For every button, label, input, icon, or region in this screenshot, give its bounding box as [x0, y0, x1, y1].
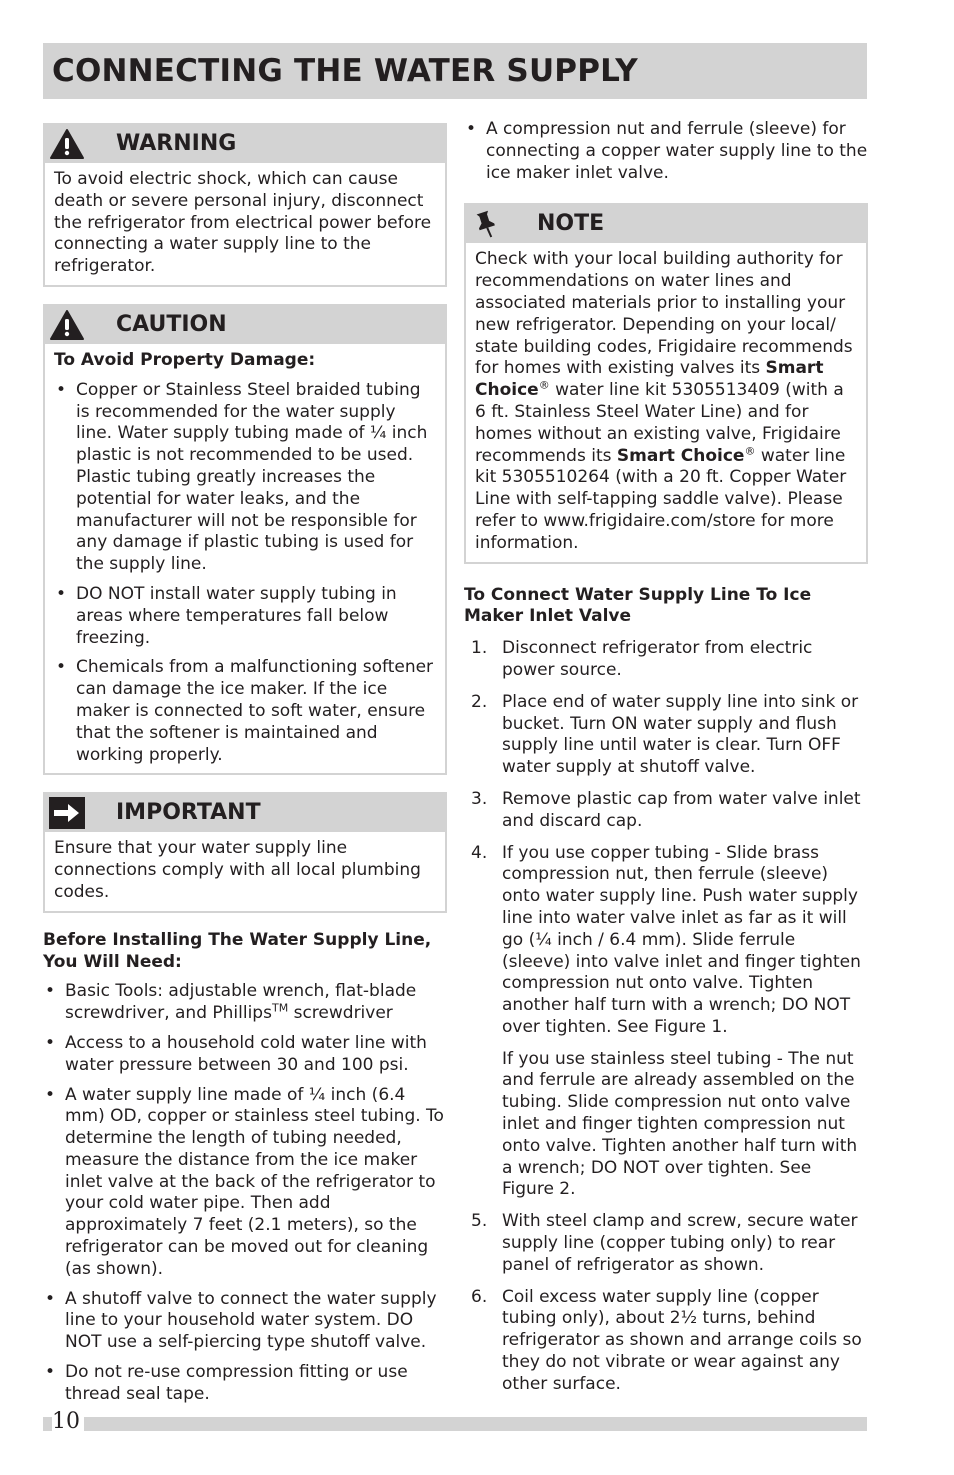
right-column	[464, 119, 868, 1406]
warning-label: WARNING	[116, 131, 237, 156]
page-title: CONNECTING THE WATER SUPPLY	[52, 53, 638, 89]
note-text-1: Check with your local building authority for recommendations on water lines and associated materials prior to installing your new refrigerator. Depending on your local/ state building codes, Frigidaire recommends for homes with existing valves its	[475, 249, 853, 379]
step-number: 4.	[471, 842, 488, 863]
caution-header	[45, 306, 445, 344]
step-text: With steel clamp and screw, secure water supply line (copper tubing only) to rear panel of refrigerator as shown.	[502, 1211, 858, 1275]
list-item: • A shutoff valve to connect the water supply line to your household water system. DO NOT use a self-piercing type shutoff valve.	[43, 1289, 447, 1354]
step-number: 6.	[471, 1286, 488, 1307]
list-item: • Access to a household cold water line with water pressure between 30 and 100 psi.	[43, 1033, 447, 1077]
caution-subheading: To Avoid Property Damage:	[54, 349, 316, 370]
important-box	[43, 792, 447, 912]
note-text-3: water line kit 5305510264 (with a 20 ft. Copper Water Line with self-tapping saddle valve). Please refer to www.frigidaire.com/store for more information.	[475, 445, 847, 553]
arrow-right-icon	[49, 797, 85, 829]
step-item	[464, 692, 868, 779]
list-item: • Copper or Stainless Steel braided tubing is recommended for the water supply line. Water supply tubing made of ¼ inch plastic is not recommended to be used. Plastic tubing greatly increases the potential for water leaks, and the manufacturer will not be responsible for any damage if plastic tubing is used for the supply line.	[54, 380, 435, 576]
caution-label: CAUTION	[116, 311, 227, 337]
list-item: • Do not re-use compression fitting or use thread seal tape.	[43, 1362, 447, 1406]
important-label: IMPORTANT	[116, 800, 261, 826]
note-text	[475, 249, 856, 554]
list-item: • Chemicals from a malfunctioning softener can damage the ice maker. If the ice maker is connected to soft water, ensure that the softener is maintained and working properly.	[54, 657, 435, 766]
step-text: Disconnect refrigerator from electric power source.	[502, 638, 813, 680]
registered-mark: ®	[538, 378, 550, 392]
important-text: Ensure that your water supply line connections comply with all local plumbing codes.	[54, 838, 421, 902]
important-body	[45, 832, 445, 910]
list-item: • A water supply line made of ¼ inch (6.4 mm) OD, copper or stainless steel tubing. To determine the length of tubing needed, measure the distance from the ice maker inlet valve at the back of the refrigerator to your cold water pipe. Then add approximately 7 feet (2.1 meters), so the refrigerator can be moved out for cleaning (as shown).	[43, 1085, 447, 1281]
step-text: If you use copper tubing - Slide brass compression nut, then ferrule (sleeve) onto water supply line. Push water supply line into water valve inlet as far as it will go (¼ inch / 6.4 mm). Slide ferrule (sleeve) into valve inlet and finger tighten compression nut onto valve. Tighten another half turn with a wrench; DO NOT over tighten. See Figure 1.	[502, 842, 861, 1037]
important-header	[45, 794, 445, 832]
smart-choice-brand: Smart Choice	[475, 358, 824, 401]
connect-steps	[464, 638, 868, 1396]
caution-box	[43, 304, 447, 775]
step-item	[464, 638, 868, 682]
note-label: NOTE	[537, 211, 605, 237]
note-header	[466, 205, 866, 243]
step-item	[464, 789, 868, 833]
left-column	[43, 123, 447, 1406]
step-number: 2.	[471, 691, 488, 712]
warning-body	[45, 163, 445, 285]
step-number: 5.	[471, 1211, 488, 1232]
step-item	[464, 843, 868, 1202]
footer-bar	[43, 1417, 867, 1431]
step-text: Remove plastic cap from water valve inlet and discard cap.	[502, 788, 861, 831]
before-installing-list-continued	[464, 119, 868, 184]
warning-text: To avoid electric shock, which can cause death or severe personal injury, disconnect the refrigerator from electrical power before connecting a water supply line to the refrigerator.	[54, 169, 432, 277]
registered-mark: ®	[744, 443, 756, 457]
connect-heading: To Connect Water Supply Line To Ice Maker Inlet Valve	[464, 584, 812, 627]
title-bar	[43, 43, 867, 99]
caution-body	[45, 344, 445, 773]
step-text: Place end of water supply line into sink or bucket. Turn ON water supply and flush supply line until water is clear. Turn OFF water supply at shutoff valve.	[502, 691, 859, 778]
note-box	[464, 203, 868, 563]
list-item: • A compression nut and ferrule (sleeve) for connecting a copper water supply line to the ice maker inlet valve.	[464, 119, 868, 184]
note-text-2: water line kit 5305513409 (with a 6 ft. Stainless Steel Water Line) and for homes without an existing valve, Frigidaire recommends its	[475, 380, 844, 466]
tools-text: Basic Tools: adjustable wrench, flat-blade screwdriver, and Phillips	[65, 981, 417, 1024]
before-installing-list	[43, 981, 447, 1405]
warning-header	[45, 125, 445, 163]
warning-triangle-icon	[49, 309, 85, 341]
before-installing-heading: Before Installing The Water Supply Line, You Will Need:	[43, 929, 432, 972]
warning-triangle-icon	[49, 128, 85, 160]
note-body	[466, 243, 866, 561]
warning-box	[43, 123, 447, 287]
list-item	[43, 981, 447, 1025]
trademark-mark: TM	[271, 1001, 289, 1015]
pushpin-icon	[470, 208, 506, 240]
tools-text-end: screwdriver	[288, 1003, 393, 1024]
caution-list	[54, 380, 435, 767]
step-item	[464, 1211, 868, 1276]
step-number: 3.	[471, 788, 488, 809]
list-item: • DO NOT install water supply tubing in areas where temperatures fall below freezing.	[54, 584, 435, 649]
step-number: 1.	[471, 638, 488, 659]
smart-choice-brand: Smart Choice	[616, 445, 745, 466]
page-number: 10	[52, 1408, 84, 1436]
step-item	[464, 1287, 868, 1396]
step-text-stainless: If you use stainless steel tubing - The nut and ferrule are already assembled on the tubing. Slide compression nut onto valve inlet and finger tighten compression nut onto valve. Tighten another half turn with a wrench; DO NOT over tighten. See Figure 2.	[502, 1048, 858, 1200]
step-text: Coil excess water supply line (copper tubing only), about 2½ turns, behind refrigerator as shown and arrange coils so they do not vibrate or wear against any other surface.	[502, 1286, 862, 1394]
